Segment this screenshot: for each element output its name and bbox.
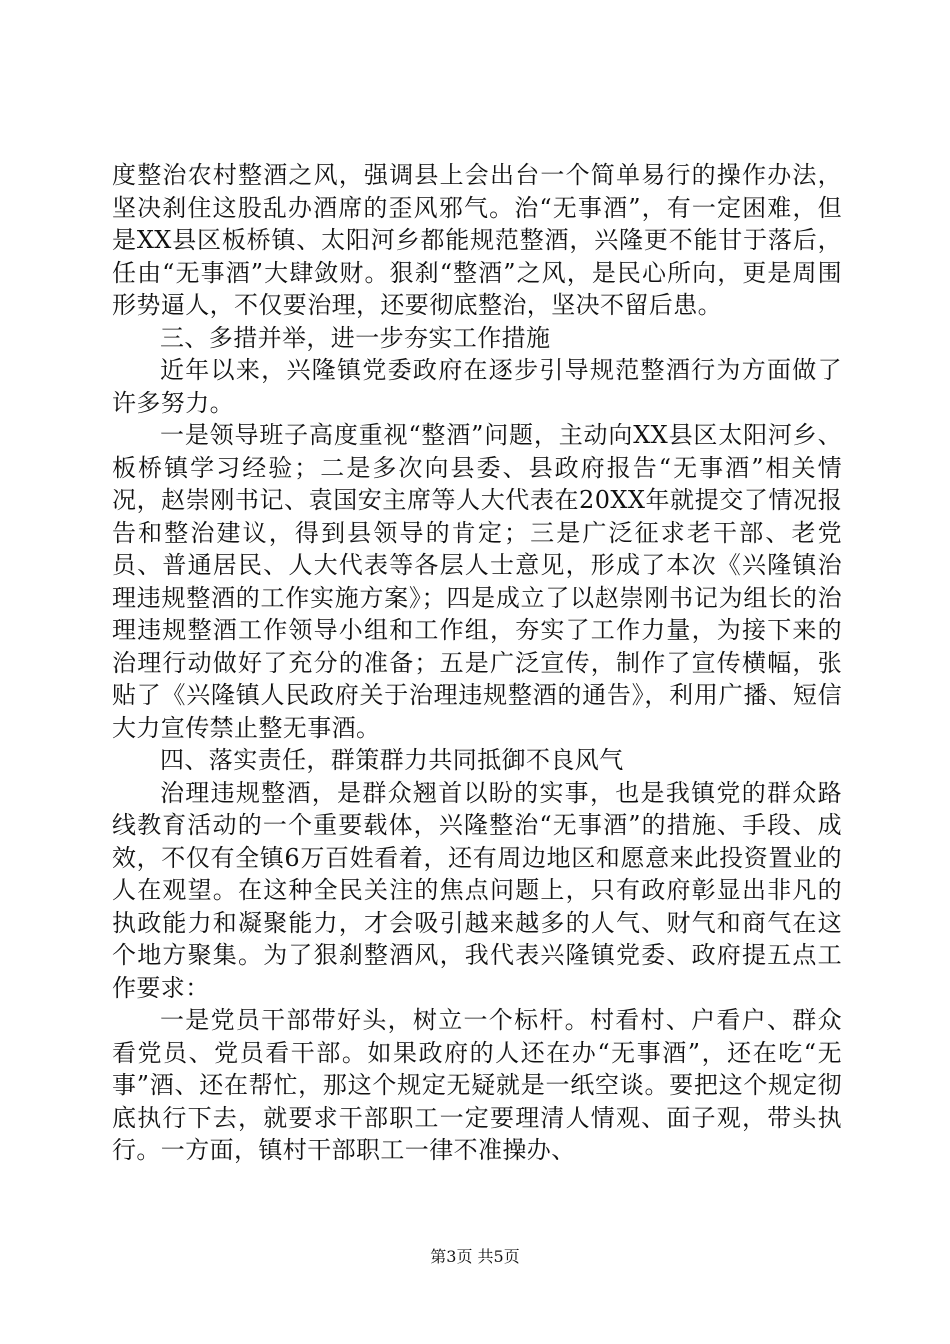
paragraph-5: 一是党员干部带好头，树立一个标杆。村看村、户看户、群众看党员、党员看干部。如果政府的人还在办“无事酒”，还在吃“无事”酒、还在帮忙，那这个规定无疑就是一纸空谈。要把这个规定彻底执行下去，就要求干部职工一定要理清人情观、面子观，带头执行。一方面，镇村干部职工一律不准操办、 <box>112 1006 842 1164</box>
section-heading-4: 四、落实责任，群策群力共同抵御不良风气 <box>160 746 624 774</box>
paragraph-3: 一是领导班子高度重视“整酒”问题，主动向XX县区太阳河乡、板桥镇学习经验；二是多次向县委、县政府报告“无事酒”相关情况，赵崇刚书记、袁国安主席等人大代表在20XX年就提交了情况报告和整治建议，得到县领导的肯定；三是广泛征求老干部、老党员、普通居民、人大代表等各层人士意见，形成了本次《兴隆镇治理违规整酒的工作实施方案》；四是成立了以赵崇刚书记为组长的治理违规整酒工作领导小组和工作组，夯实了工作力量，为接下来的治理行动做好了充分的准备；五是广泛宣传，制作了宣传横幅，张贴了《兴隆镇人民政府关于治理违规整酒的通告》，利用广播、短信大力宣传禁止整无事酒。 <box>112 421 842 742</box>
paragraph-2: 近年以来，兴隆镇党委政府在逐步引导规范整酒行为方面做了许多努力。 <box>112 356 842 417</box>
section-heading-3: 三、多措并举，进一步夯实工作措施 <box>160 323 551 352</box>
paragraph-4: 治理违规整酒，是群众翘首以盼的实事，也是我镇党的群众路线教育活动的一个重要载体，兴隆整治“无事酒”的措施、手段、成效，不仅有全镇6万百姓看着，还有周边地区和愿意来此投资置业的人在观望。在这种全民关注的焦点问题上，只有政府彰显出非凡的执政能力和凝聚能力，才会吸引越来越多的人气、财气和商气在这个地方聚集。为了狠刹整酒风，我代表兴隆镇党委、政府提五点工作要求： <box>112 778 842 1002</box>
page-number: 第3页 共5页 <box>430 1247 520 1266</box>
paragraph-1: 度整治农村整酒之风，强调县上会出台一个简单易行的操作办法，坚决刹住这股乱办酒席的歪风邪气。治“无事酒”，有一定困难，但是XX县区板桥镇、太阳河乡都能规范整酒，兴隆更不能甘于落后，任由“无事酒”大肆敛财。狠刹“整酒”之风，是民心所向，更是周围形势逼人，不仅要治理，还要彻底整治，坚决不留后患。 <box>112 161 842 319</box>
document-body <box>112 159 842 1167</box>
